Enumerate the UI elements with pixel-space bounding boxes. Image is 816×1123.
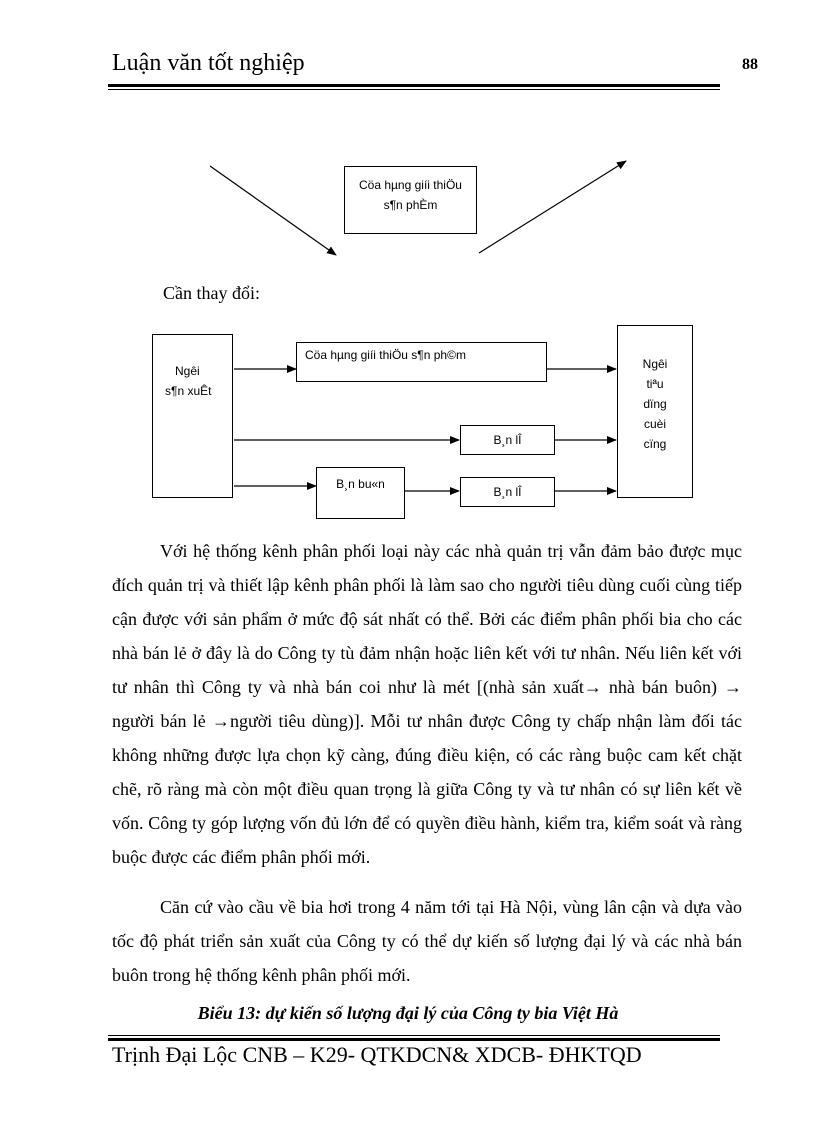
consumer-label-line-3: dïng <box>643 397 667 411</box>
footer-rule-bottom <box>108 1038 720 1041</box>
showroom-label: Cöa hµng giíi thiÖu s¶n ph©m <box>305 348 466 362</box>
showroom-box <box>296 342 547 382</box>
top-showroom-label-line-1: Cöa hµng giíi thiÖu <box>359 178 462 192</box>
retail-label-1: B¸n lÎ <box>493 433 522 447</box>
top-right-diagonal-arrow <box>479 161 626 253</box>
consumer-box <box>617 325 693 498</box>
producer-label-line-1: Ngêi <box>175 364 200 378</box>
consumer-label-line-1: Ngêi <box>642 357 668 371</box>
top-showroom-box <box>344 166 477 234</box>
wholesale-box <box>316 467 405 519</box>
footer-rule-top <box>108 1035 720 1036</box>
producer-label-line-2: s¶n xuÊt <box>165 384 212 398</box>
retail-label-2: B¸n lÎ <box>493 485 522 499</box>
wholesale-label: B¸n bu«n <box>336 477 385 491</box>
body-paragraph-2: Căn cứ vào cầu về bia hơi trong 4 năm tới tại Hà Nội, vùng lân cận và dựa vào tốc độ phát triển sản xuất của Công ty có thể dự kiến số lượng đại lý và các nhà bán buôn trong hệ thống kênh phân phối mới. <box>112 897 742 985</box>
body-paragraph-1: Với hệ thống kênh phân phối loại này các nhà quản trị vẫn đảm bảo được mục đích quản trị và thiết lập kênh phân phối là làm sao cho người tiêu dùng cuối cùng tiếp cận được với sản phẩm ở mức độ sát nhất có thể. Bởi các điểm phân phối bia cho các nhà bán lẻ ở đây là do Công ty tù đảm nhận hoặc liên kết với tư nhân. Nếu liên kết với tư nhân thì Công ty và nhà bán coi như là mét [(nhà sản xuất→ nhà bán buôn) → người bán lẻ →người tiêu dùng)]. Mỗi tư nhân được Công ty chấp nhận làm đối tác không những được lựa chọn kỹ càng, đúng điều kiện, có các ràng buộc cam kết chặt chẽ, rõ ràng mà còn một điều quan trọng là giữa Công ty và tư nhân có sự liên kết về vốn. Công ty góp lượng vốn đủ lớn để có quyền điều hành, kiểm tra, kiểm soát và ràng buộc được các điểm phân phối mới. <box>112 541 742 867</box>
lead-text: Cần thay đổi: <box>163 283 260 303</box>
page-header-title: Luận văn tốt nghiệp <box>112 50 305 76</box>
producer-box <box>152 334 233 498</box>
retail-box-1 <box>460 425 555 455</box>
retail-box-2 <box>460 477 555 507</box>
page-number: 88 <box>742 56 758 73</box>
consumer-label-line-5: cïng <box>643 437 667 451</box>
top-left-diagonal-arrow <box>210 166 336 255</box>
consumer-label-line-4: cuèi <box>643 417 666 431</box>
consumer-label-line-2: tiªu <box>646 377 664 391</box>
top-showroom-label-line-2: s¶n phÈm <box>383 198 438 212</box>
table-caption: Biểu 13: dự kiến số lượng đại lý của Công ty bia Việt Hà <box>197 1003 619 1023</box>
page-footer: Trịnh Đại Lộc CNB – K29- QTKDCN& XDCB- ĐHKTQD <box>112 1042 642 1067</box>
